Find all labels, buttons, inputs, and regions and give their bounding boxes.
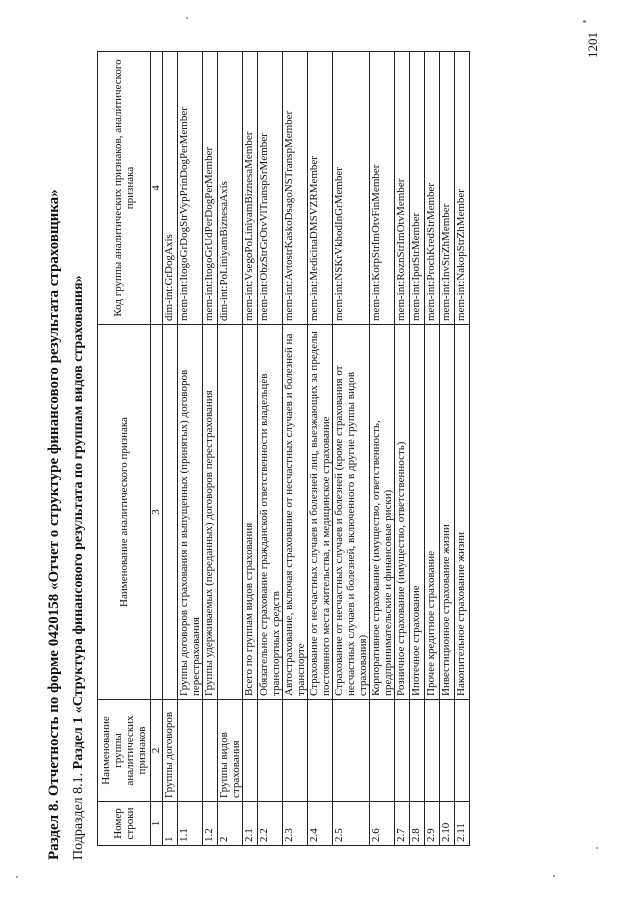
table-row (395, 52, 410, 846)
group-name-cell (258, 700, 283, 802)
code-cell: mem-int:MedicinaDMSVZRMember (308, 52, 333, 325)
table-row (410, 52, 425, 846)
group-name-cell (178, 700, 203, 802)
feature-name-cell: Автострахование, включая страхование от несчастных случаев и болезней на транспорте (283, 325, 308, 700)
feature-name-cell: Обязательное страхование гражданской ответственности владельцев транспортных средств (258, 325, 283, 700)
code-cell: mem-int:AvtostrKaskoDsagoNSTranspMember (283, 52, 308, 325)
feature-name-cell: Всего по группам видов страхования (243, 325, 258, 700)
subsection-title (71, 35, 87, 860)
code-cell: mem-int:ItogoGrDogStrVypPrinDogPerMember (178, 52, 203, 325)
col-header-feature-name: Наименование аналитического признака (98, 325, 151, 700)
column-index-row (151, 52, 163, 846)
table-row (203, 52, 218, 846)
table-row (440, 52, 455, 846)
feature-name-cell: Корпоративное страхование (имущество, ответственность, предпринимательские и финансовые риски) (370, 325, 395, 700)
table-row (283, 52, 308, 846)
index-cell: 2 (151, 700, 163, 802)
group-name-cell (455, 700, 470, 802)
scan-speck (16, 876, 18, 878)
group-name-cell (440, 700, 455, 802)
scan-speck (186, 17, 188, 19)
feature-name-cell: Группы договоров страхования и выпущенных (принятых) договоров перестрахования (178, 325, 203, 700)
table-row (163, 52, 178, 846)
row-number-cell: 2.9 (425, 802, 440, 846)
section-title: Раздел 8. Отчетность по форме 0420158 «Отчет о структуре финансового результата страховщика» (46, 189, 62, 860)
row-number-cell: 2.8 (410, 802, 425, 846)
code-cell: mem-int:KorpStrImOtvFinMember (370, 52, 395, 325)
group-name-cell (203, 700, 218, 802)
code-cell: mem-int:ItogoGrUdPerDogPerMember (203, 52, 218, 325)
table-row (370, 52, 395, 846)
group-name-cell (370, 700, 395, 802)
subsection-prefix: Подраздел 8.1. (71, 769, 86, 860)
feature-name-cell (163, 325, 178, 700)
code-cell: mem-int:VsegoPoLiniyamBiznesaMember (243, 52, 258, 325)
group-name-cell (283, 700, 308, 802)
group-name-cell (425, 700, 440, 802)
row-number-cell: 1.1 (178, 802, 203, 846)
scan-speck (596, 847, 598, 849)
group-name-cell: Группы видов страхования (218, 700, 243, 802)
code-cell: mem-int:InvStrZhMember (440, 52, 455, 325)
table-row (178, 52, 203, 846)
row-number-cell: 2.1 (243, 802, 258, 846)
scan-speck (583, 20, 586, 23)
col-header-row-number: Номер строки (98, 802, 151, 846)
row-number-cell: 2.2 (258, 802, 283, 846)
rotated-document (40, 35, 600, 860)
col-header-code: Код группы аналитических признаков, аналитического признака (98, 52, 151, 325)
feature-name-cell: Прочее кредитное страхование (425, 325, 440, 700)
row-number-cell: 2.3 (283, 802, 308, 846)
group-name-cell (308, 700, 333, 802)
code-cell: mem-int:ProchKredStrMember (425, 52, 440, 325)
index-cell: 4 (151, 52, 163, 325)
table-row (243, 52, 258, 846)
index-cell: 1 (151, 802, 163, 846)
page-number: 1201 (585, 32, 600, 58)
col-header-group-name: Наименование группы аналитических признаков (98, 700, 151, 802)
index-cell: 3 (151, 325, 163, 700)
row-number-cell: 2 (218, 802, 243, 846)
structure-table (97, 51, 470, 846)
row-number-cell: 2.4 (308, 802, 333, 846)
code-cell: mem-int:IpotStrMember (410, 52, 425, 325)
row-number-cell: 2.11 (455, 802, 470, 846)
table-row (258, 52, 283, 846)
code-cell: dim-int:GrDogAxis (163, 52, 178, 325)
table-body (163, 52, 470, 846)
code-cell: mem-int:RoznStrImOtvMember (395, 52, 410, 325)
feature-name-cell: Ипотечное страхование (410, 325, 425, 700)
row-number-cell: 2.5 (333, 802, 370, 846)
feature-name-cell: Инвестиционное страхование жизни (440, 325, 455, 700)
feature-name-cell: Группы удерживаемых (переданных) договоров перестрахования (203, 325, 218, 700)
table-row (425, 52, 440, 846)
group-name-cell (395, 700, 410, 802)
code-cell: mem-int:NSKrVkhodInGrMember (333, 52, 370, 325)
row-number-cell: 2.7 (395, 802, 410, 846)
table-row (308, 52, 333, 846)
group-name-cell (243, 700, 258, 802)
feature-name-cell: Накопительное страхование жизни (455, 325, 470, 700)
code-cell: mem-int:NakopStrZhMember (455, 52, 470, 325)
group-name-cell (333, 700, 370, 802)
table-row (333, 52, 370, 846)
feature-name-cell: Страхование от несчастных случаев и болезней лиц, выезжающих за пределы постоянного места жительства, и медицинское страхование (308, 325, 333, 700)
table-header-row (98, 52, 151, 846)
code-cell: mem-int:ObzStrGrOtvVlTranspSrMember (258, 52, 283, 325)
code-cell: dim-int:PoLiniyamBiznesaAxis (218, 52, 243, 325)
group-name-cell: Группы договоров (163, 700, 178, 802)
feature-name-cell: Страхование от несчастных случаев и болезней (кроме страхования от несчастных случаев и болезней, включенного в другие группы видов страхования) (333, 325, 370, 700)
row-number-cell: 1.2 (203, 802, 218, 846)
scan-speck (553, 875, 555, 877)
row-number-cell: 1 (163, 802, 178, 846)
row-number-cell: 2.6 (370, 802, 395, 846)
table-row (218, 52, 243, 846)
feature-name-cell (218, 325, 243, 700)
group-name-cell (410, 700, 425, 802)
table-row (455, 52, 470, 846)
row-number-cell: 2.10 (440, 802, 455, 846)
subsection-bold: Раздел 1 «Структура финансового результата по группам видов страхования» (71, 275, 86, 770)
feature-name-cell: Розничное страхование (имущество, ответственность) (395, 325, 410, 700)
